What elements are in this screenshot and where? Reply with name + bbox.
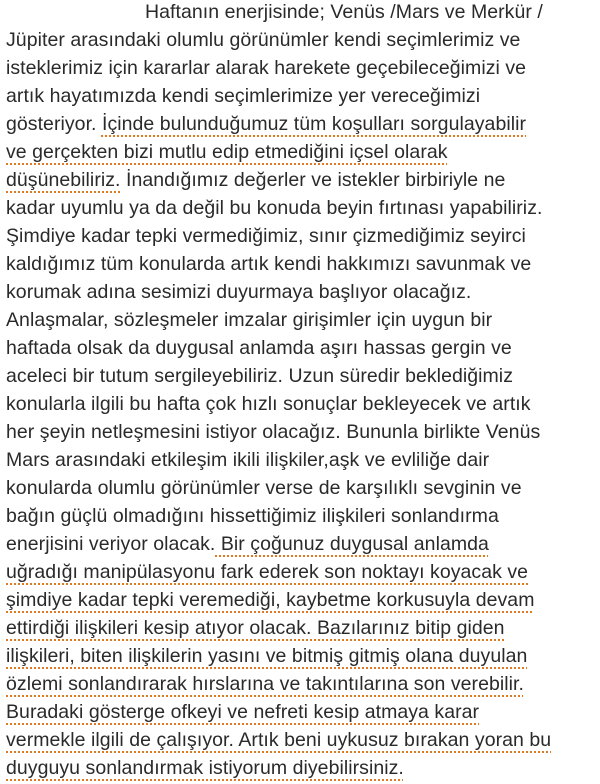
underlined-text: vermekle ilgili de çalışıyor. Artık beni uykusuz bırakan yoran bu xyxy=(6,729,552,751)
line-text: korumak adına sesimizi duyurmaya başlıyor olacağız. xyxy=(6,281,472,303)
underlined-text: İçinde bulunduğumuz tüm koşulları sorgulayabilir xyxy=(101,113,527,135)
text-line xyxy=(6,643,527,670)
underlined-text: ve gerçekten bizi mutlu edip etmediğini içsel olarak xyxy=(6,141,448,163)
line-text: Jüpiter arasındaki olumlu görünümler kendi seçimlerimiz ve xyxy=(6,29,521,51)
text-line xyxy=(6,195,542,222)
line-text: Haftanın enerjisinde; Venüs /Mars ve Merkür / xyxy=(145,1,543,23)
text-line xyxy=(6,111,526,138)
text-line xyxy=(6,727,551,754)
text-line xyxy=(6,139,448,166)
line-text: kaldığımız tüm konularda artık kendi hakkımızı savunmak ve xyxy=(6,253,532,275)
line-suffix: İnandığımız değerler ve istekler birbiriyle ne xyxy=(120,169,506,191)
underlined-text: özlemi sonlandırarak hırslarına ve takıntılarına son verebilir. xyxy=(6,673,524,695)
text-line xyxy=(6,531,489,558)
text-line xyxy=(6,699,479,726)
text-line xyxy=(6,755,404,782)
text-line xyxy=(6,559,528,586)
underlined-text: şimdiye kadar tepki veremediği, kaybetme korkusuyla devam xyxy=(6,589,535,611)
text-line xyxy=(6,447,489,474)
underlined-text: ilişkileri, biten ilişkilerin yasını ve bitmiş gitmiş olana duyulan xyxy=(6,645,528,667)
underlined-text: Buradaki gösterge ofkeyi ve nefreti kesip atmaya karar xyxy=(6,701,480,723)
line-text: bağın güçlü olmadığını hissettiğimiz ilişkileri sonlandırma xyxy=(6,505,499,527)
text-line xyxy=(6,363,513,390)
text-line xyxy=(6,55,526,82)
line-text: konularla ilgili bu hafta çok hızlı sonuçlar bekleyecek ve artık xyxy=(6,393,531,415)
line-text: enerjisini veriyor olacak. xyxy=(6,533,216,555)
line-text: kadar uyumlu ya da değil bu konuda beyin fırtınası yapabiliriz. xyxy=(6,197,543,219)
line-text: Şimdiye kadar tepki vermediğimiz, sınır çizmediğimiz seyirci xyxy=(6,225,526,247)
line-text: konularda olumlu görünümler verse de karşılıklı sevginin ve xyxy=(6,477,522,499)
text-line xyxy=(6,503,499,530)
text-line xyxy=(6,223,526,250)
line-text: Mars arasındaki etkileşim ikili ilişkiler,aşk ve evliliğe dair xyxy=(6,449,490,471)
text-line xyxy=(6,167,505,194)
underlined-text: ettirdiği ilişkileri kesip atıyor olacak. Bazılarınız bitip giden xyxy=(6,617,505,639)
underlined-text: duyguyu sonlandırmak istiyorum diyebilirsiniz. xyxy=(6,757,404,779)
text-line xyxy=(6,83,480,110)
line-text: isteklerimiz için kararlar alarak harekete geçebileceğimizi ve xyxy=(6,57,527,79)
text-line xyxy=(6,419,540,446)
text-line xyxy=(6,27,520,54)
underlined-text: düşünebiliriz. xyxy=(6,169,121,191)
underlined-text: Bir çoğunuz duygusal anlamda xyxy=(215,533,489,555)
line-text: Anlaşmalar, sözleşmeler imzalar girişimler için uygun bir xyxy=(6,309,493,331)
text-line xyxy=(6,335,512,362)
text-line xyxy=(6,671,524,698)
text-line xyxy=(6,251,531,278)
text-line xyxy=(145,0,543,26)
line-text: her şeyin netleşmesini istiyor olacağız. Bununla birlikte Venüs xyxy=(6,421,541,443)
text-line xyxy=(6,475,522,502)
line-prefix: gösteriyor. xyxy=(6,113,102,135)
text-line xyxy=(6,279,471,306)
line-text: haftada olsak da duygusal anlamda aşırı hassas gergin ve xyxy=(6,337,512,359)
line-text: aceleci bir tutum sergileyebiliriz. Uzun süredir beklediğimiz xyxy=(6,365,513,387)
text-line xyxy=(6,307,492,334)
text-line xyxy=(6,587,535,614)
underlined-text: uğradığı manipülasyonu fark ederek son noktayı koyacak ve xyxy=(6,561,529,583)
text-line xyxy=(6,391,531,418)
line-text: artık hayatımızda kendi seçimlerimize yer vereceğimizi xyxy=(6,85,481,107)
text-line xyxy=(6,615,505,642)
